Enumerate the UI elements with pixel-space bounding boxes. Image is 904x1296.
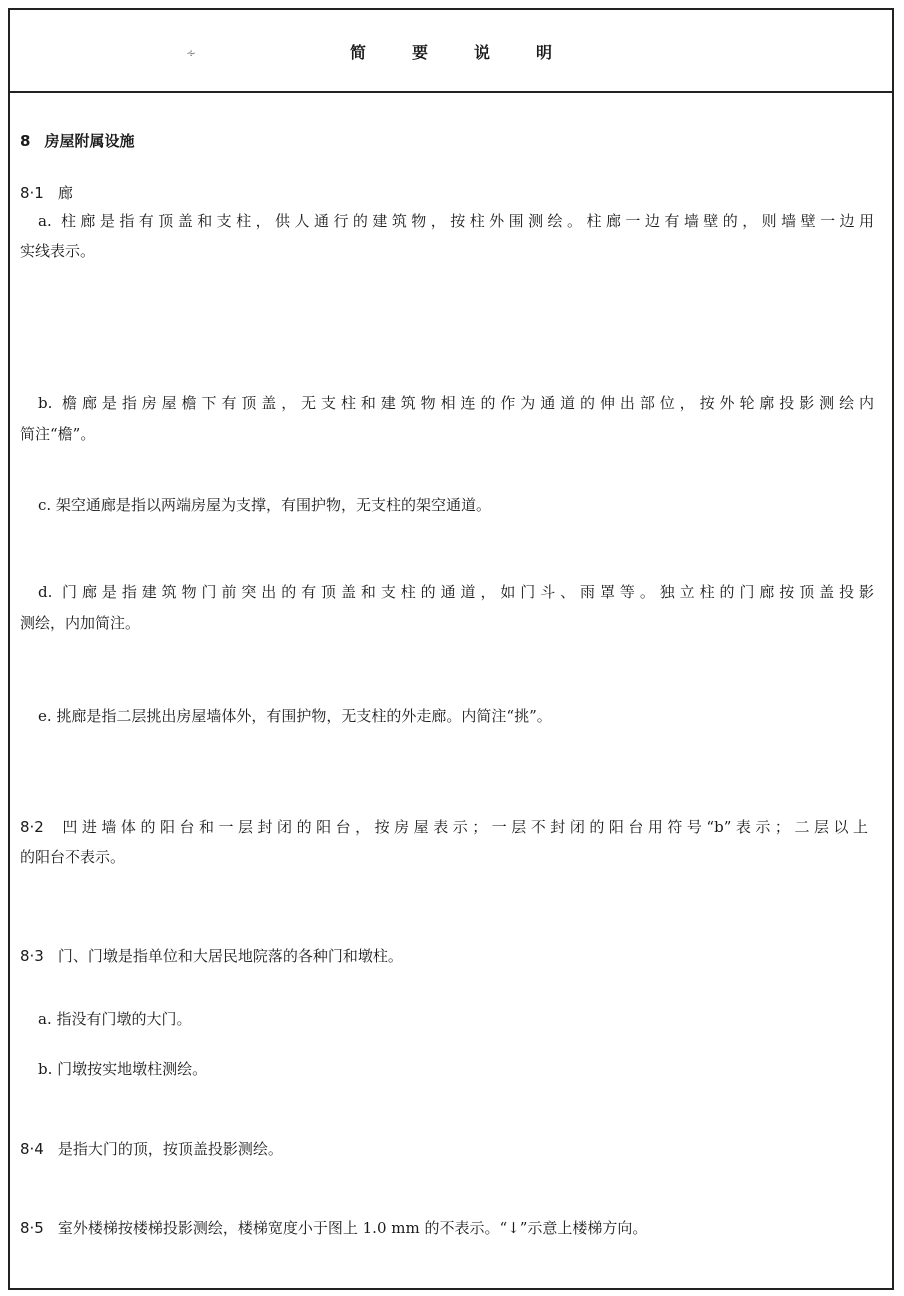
item-8-1-c: c. 架空通廊是指以两端房屋为支撑，有围护物，无支柱的架空通道。 xyxy=(38,496,491,514)
item-8-1-e: e. 挑廊是指二层挑出房屋墙体外，有围护物，无支柱的外走廊。内简注“挑”。 xyxy=(38,707,552,725)
item-8-1-a-line1: a. 柱廊是指有顶盖和支柱，供人通行的建筑物，按柱外围测绘。柱廊一边有墙壁的，则墙壁一边用 xyxy=(38,212,874,230)
section-title: 廊 xyxy=(57,184,73,202)
section-8-2-line2: 的阳台不表示。 xyxy=(20,848,126,866)
item-8-1-b-line2: 简注“檐”。 xyxy=(20,425,96,443)
section-number: 8·4 xyxy=(20,1140,44,1158)
section-8-2-text: 凹进墙体的阳台和一层封闭的阳台，按房屋表示；一层不封闭的阳台用符号“b”表示；二层以上 xyxy=(57,818,868,836)
section-number: 8·3 xyxy=(20,947,44,965)
section-8-4-text: 是指大门的顶，按顶盖投影测绘。 xyxy=(57,1140,283,1158)
item-8-1-d-line1: d. 门廊是指建筑物门前突出的有顶盖和支柱的通道，如门斗、雨罩等。独立柱的门廊按顶盖投影 xyxy=(38,583,874,601)
section-8-4 xyxy=(20,1139,283,1159)
section-8-3-text: 门、门墩是指单位和大居民地院落的各种门和墩柱。 xyxy=(57,947,403,965)
speck-mark: ∻ xyxy=(186,46,197,60)
header xyxy=(10,10,892,93)
section-number: 8·5 xyxy=(20,1219,44,1237)
chapter-number: 8 xyxy=(20,132,31,150)
chapter-title: 房屋附属设施 xyxy=(44,132,135,150)
section-number: 8·2 xyxy=(20,818,44,836)
section-8-3-heading xyxy=(20,946,403,966)
page-frame xyxy=(8,8,894,1290)
section-number: 8·1 xyxy=(20,184,44,202)
item-8-3-a: a. 指没有门墩的大门。 xyxy=(38,1010,192,1028)
item-8-1-a-line2: 实线表示。 xyxy=(20,242,96,260)
item-8-3-b: b. 门墩按实地墩柱测绘。 xyxy=(38,1060,208,1078)
section-8-2-line1 xyxy=(20,817,868,837)
chapter-heading xyxy=(20,131,134,151)
section-8-5 xyxy=(20,1218,647,1238)
section-8-1-heading xyxy=(20,183,73,203)
page-title: 简要说明 xyxy=(349,43,598,62)
item-8-1-d-line2: 测绘，内加简注。 xyxy=(20,614,141,632)
section-8-5-text: 室外楼梯按楼梯投影测绘，楼梯宽度小于图上 1.0 mm 的不表示。“↓”示意上楼梯方向。 xyxy=(57,1219,648,1237)
item-8-1-b-line1: b. 檐廊是指房屋檐下有顶盖，无支柱和建筑物相连的作为通道的伸出部位，按外轮廓投影测绘内 xyxy=(38,394,874,412)
